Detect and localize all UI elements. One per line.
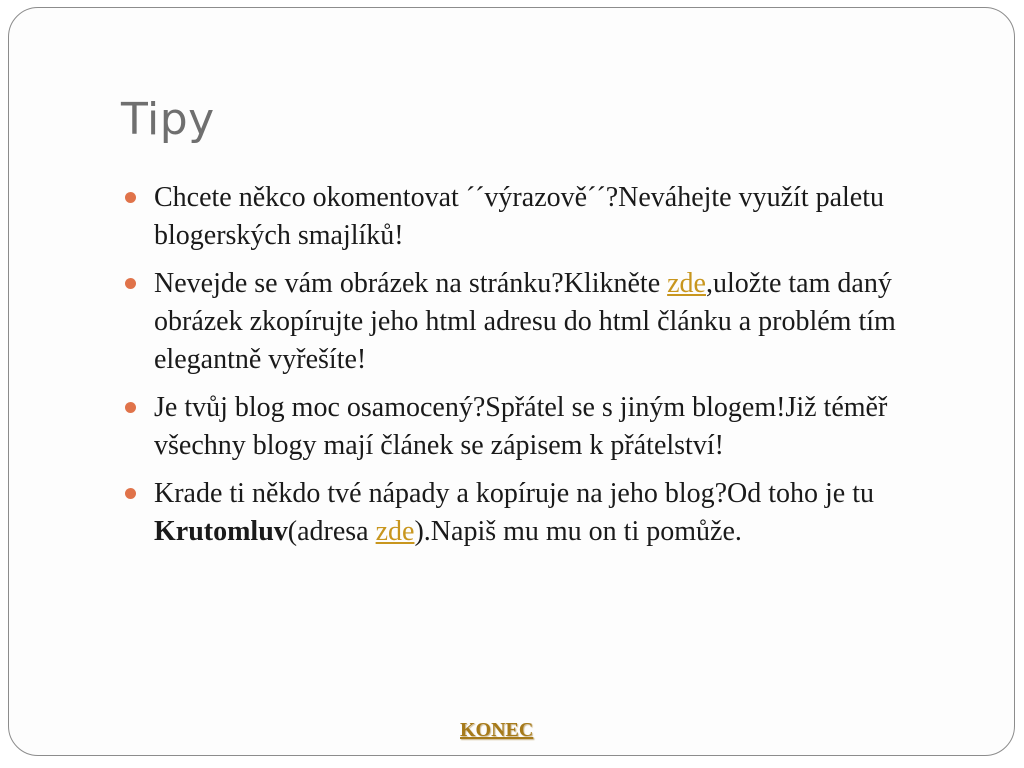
- bullet-text: Nevejde se vám obrázek na stránku?Klikněte: [154, 268, 668, 299]
- bullet-text: ).Napiš mu mu on ti pomůže.: [414, 516, 742, 547]
- bullet-text: (adresa: [287, 516, 376, 547]
- bullet-dot-icon: [125, 278, 136, 289]
- bullet-item: [125, 475, 955, 551]
- bullet-text: Chcete někco okomentovat ´´výrazově´´?Neváhejte využít paletu blogerských smajlíků!: [154, 182, 885, 251]
- bullet-dot-icon: [125, 402, 136, 413]
- zde-link[interactable]: zde: [375, 516, 415, 547]
- bullet-item: [125, 265, 955, 379]
- bullet-item: [125, 389, 955, 465]
- bullet-text: ,uložte tam daný obrázek zkopírujte jeho html adresu do html článku a problém tím elegantně vyřešíte!: [154, 268, 896, 375]
- bullet-item: [125, 179, 955, 255]
- bullet-dot-icon: [125, 488, 136, 499]
- slide-title: Tipy: [121, 94, 215, 145]
- bullet-dot-icon: [125, 192, 136, 203]
- slide: [8, 7, 1015, 756]
- end-link[interactable]: KONEC: [460, 719, 534, 741]
- bold-name: Krutomluv: [154, 516, 288, 547]
- bullet-text: Je tvůj blog moc osamocený?Spřátel se s jiným blogem!Již téměř všechny blogy mají článek se zápisem k přátelství!: [154, 392, 888, 461]
- bullet-text: Krade ti někdo tvé nápady a kopíruje na jeho blog?Od toho je tu: [154, 478, 875, 509]
- bullet-list: [125, 179, 955, 561]
- zde-link[interactable]: zde: [667, 268, 706, 299]
